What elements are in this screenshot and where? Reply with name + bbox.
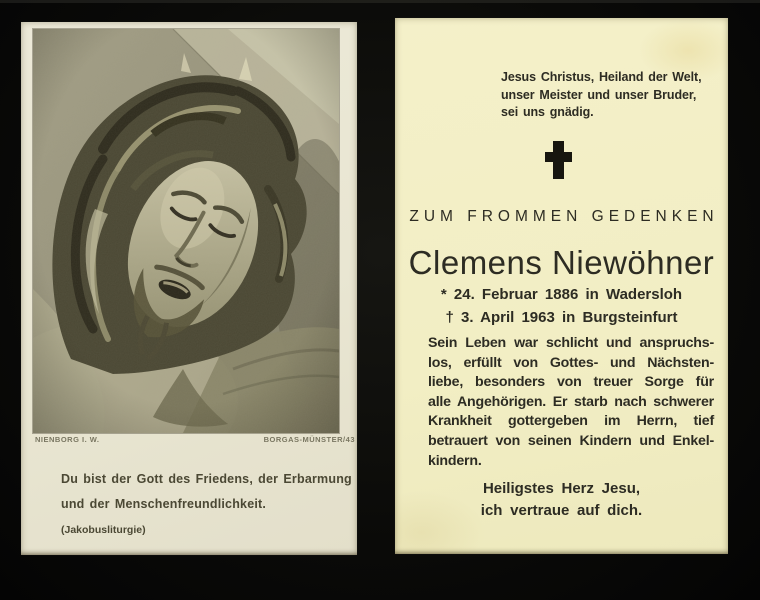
caption-line: und der Menschenfreundlichkeit. (Jakobusliturgie): [61, 497, 267, 536]
photo-credits: [35, 435, 355, 444]
obituary-line: alle Angehörigen. Er starb nach schwerer: [428, 393, 714, 410]
caption-line: Du bist der Gott des Friedens, der Erbarmung: [61, 472, 352, 486]
prayer-line: unser Meister und unser Bruder,: [501, 87, 697, 102]
memorial-header: ZUM FROMMEN GEDENKEN: [409, 208, 719, 225]
closing-prayer: [395, 478, 728, 521]
birth-date-line: * 24. Februar 1886 in Wadersloh: [440, 286, 683, 303]
opening-prayer: [501, 69, 701, 122]
obituary-text: [428, 334, 714, 471]
closing-line: Heiligstes Herz Jesu,: [482, 480, 641, 497]
obituary-line: betrauert von seinen Kindern und Enkel-: [428, 432, 714, 449]
prayer-line: Jesus Christus, Heiland der Welt,: [501, 70, 702, 84]
prayer-line: sei uns gnädig.: [501, 105, 594, 119]
christ-sculpture-illustration: [33, 29, 339, 433]
photo-credit-artist: NIENBORG I. W.: [35, 435, 100, 444]
caption-source: (Jakobusliturgie): [61, 524, 146, 536]
life-dates: [395, 284, 728, 329]
front-caption: [61, 467, 355, 543]
memorial-card-back: [395, 18, 728, 554]
memorial-card-front: [21, 22, 357, 555]
obituary-line: Krankheit gottergeben im Herrn, tief: [428, 413, 714, 430]
obituary-line: Sein Leben war schlicht und anspruchs-: [428, 335, 714, 351]
obituary-line: los, erfüllt von Gottes- und Nächsten-: [428, 354, 714, 371]
obituary-line: liebe, besonders von treuer Sorge für: [428, 374, 714, 391]
deceased-name: Clemens Niewöhner: [408, 244, 715, 281]
obituary-line: kindern.: [428, 452, 482, 469]
closing-line: ich vertraue auf dich.: [480, 501, 643, 519]
photo-credit-publisher: BORGAS-MÜNSTER/43: [263, 435, 355, 444]
death-date-line: † 3. April 1963 in Burgsteinfurt: [445, 308, 678, 326]
christ-sculpture-photo: [33, 29, 339, 433]
cross-icon: [545, 141, 572, 179]
